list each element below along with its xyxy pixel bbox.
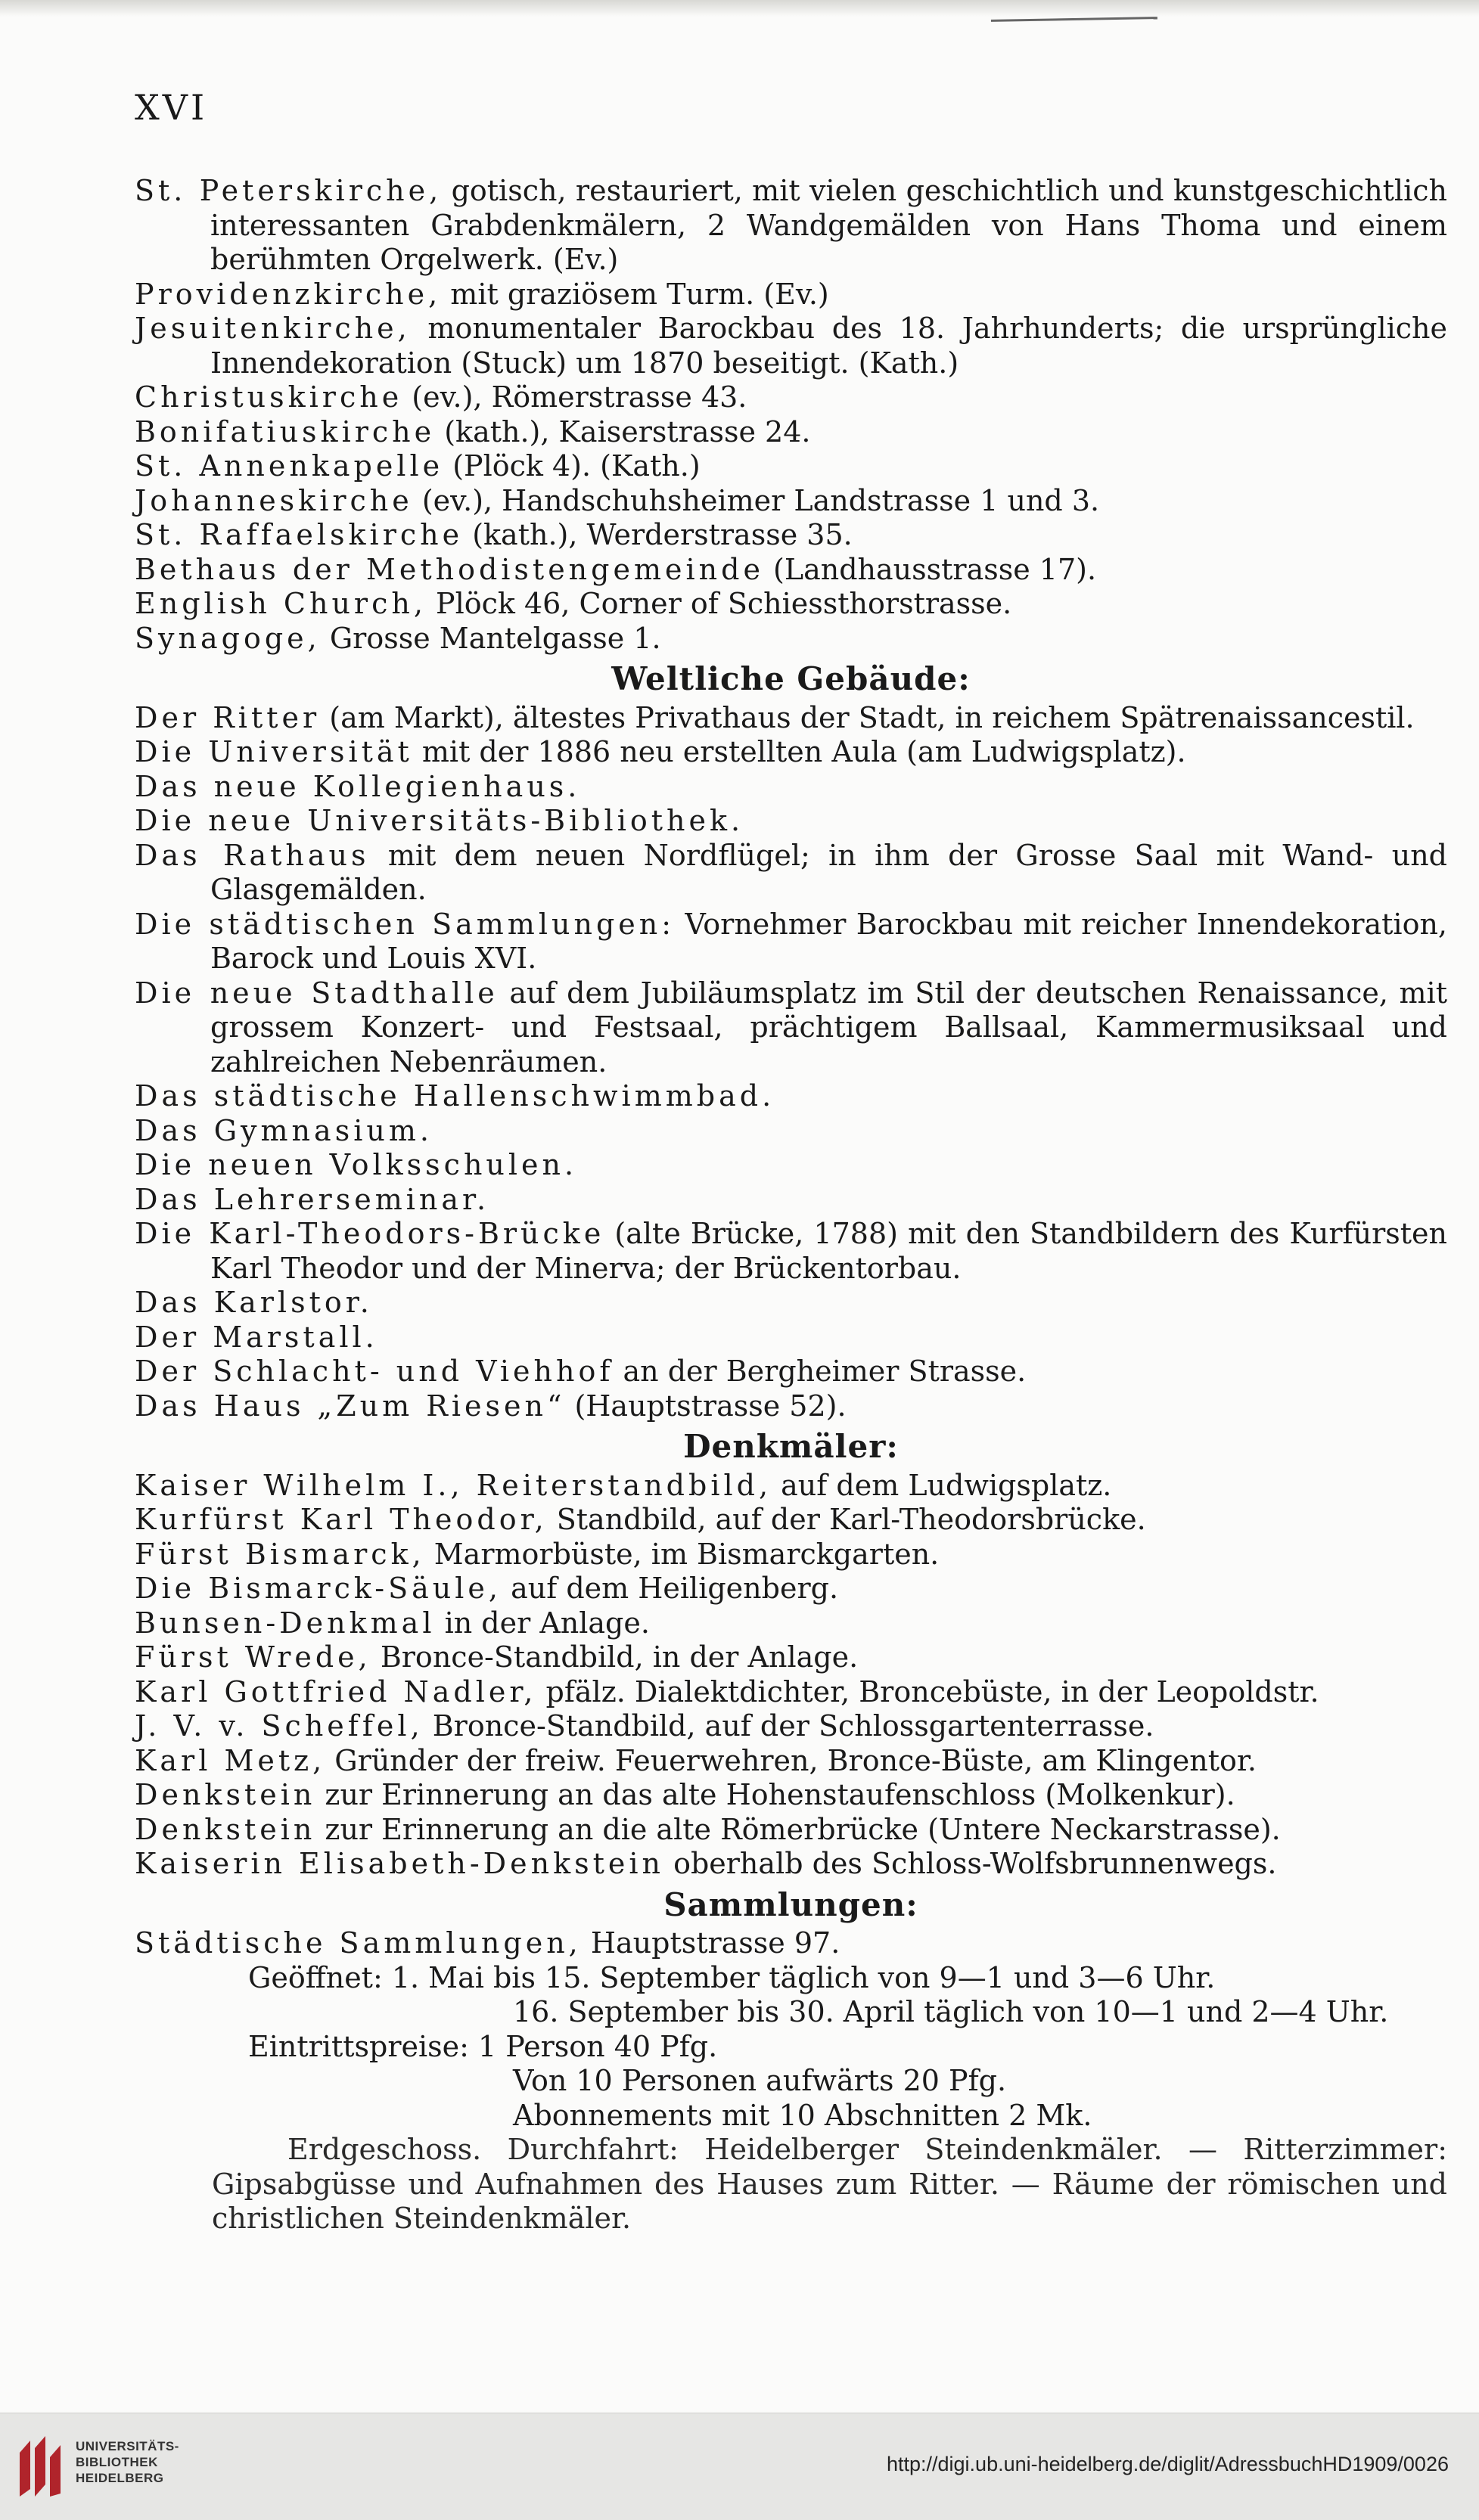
- list-item: Karl Metz, Gründer der freiw. Feuerwehren, Bronce-Büste, am Klingentor.: [135, 1743, 1257, 1777]
- opening-hours-summer: Geöffnet: 1. Mai bis 15. September täglich von 9—1 und 3—6 Uhr.: [248, 1960, 1216, 1994]
- collections-note: Erdgeschoss. Durchfahrt: Heidelberger Steindenkmäler. — Ritterzimmer: Gipsabgüsse und Aufnahmen des Hauses zum Ritter. — Räume der römischen und christlichen Steindenkmäler.: [212, 2133, 1447, 2235]
- admission-group: Von 10 Personen aufwärts 20 Pfg.: [513, 2064, 1007, 2097]
- list-item: St. Annenkapelle (Plöck 4). (Kath.): [135, 449, 701, 483]
- list-item: Das Rathaus mit dem neuen Nordflügel; in ihm der Grosse Saal mit Wand- und Glasgemälden.: [135, 838, 1447, 906]
- list-item: Johanneskirche (ev.), Handschuhsheimer Landstrasse 1 und 3.: [135, 483, 1100, 517]
- list-item: St. Peterskirche, gotisch, restauriert, mit vielen geschichtlich und kunstgeschichtlich interessanten Grabdenkmälern, 2 Wandgemälden von Hans Thoma und einem berühmten Orgelwerk. (Ev.): [135, 174, 1447, 276]
- list-item: Das neue Kollegienhaus.: [135, 769, 581, 803]
- list-item: Fürst Wrede, Bronce-Standbild, in der Anlage.: [135, 1640, 859, 1674]
- collections-block: [135, 1926, 1447, 2236]
- list-item: Der Marstall.: [135, 1320, 378, 1354]
- scan-edge: [0, 0, 1479, 17]
- admission-subscription: Abonnements mit 10 Abschnitten 2 Mk.: [513, 2098, 1092, 2132]
- library-logo-icon: [14, 2430, 67, 2503]
- scan-mark: [991, 17, 1157, 29]
- section-heading-collections: Sammlungen:: [663, 1885, 918, 1923]
- footer-bar: [0, 2413, 1479, 2520]
- list-item: Christuskirche (ev.), Römerstrasse 43.: [135, 380, 747, 414]
- list-item: Denkstein zur Erinnerung an die alte Römerbrücke (Untere Neckarstrasse).: [135, 1812, 1281, 1846]
- list-item: Denkstein zur Erinnerung an das alte Hohenstaufenschloss (Molkenkur).: [135, 1778, 1235, 1811]
- list-item: Die Karl-Theodors-Brücke (alte Brücke, 1788) mit den Standbildern des Kurfürsten Karl Theodor und der Minerva; der Brückentorbau.: [135, 1217, 1447, 1285]
- document-page: [135, 87, 1448, 2390]
- monument-list: [135, 1469, 1447, 1882]
- list-item: Bunsen-Denkmal in der Anlage.: [135, 1606, 650, 1640]
- list-item: Kurfürst Karl Theodor, Standbild, auf der Karl-Theodorsbrücke.: [135, 1503, 1146, 1536]
- list-item: J. V. v. Scheffel, Bronce-Standbild, auf der Schlossgartenterrasse.: [135, 1709, 1154, 1743]
- section-heading-monuments: Denkmäler:: [683, 1428, 899, 1465]
- list-item: Kaiser Wilhelm I., Reiterstandbild, auf dem Ludwigsplatz.: [135, 1468, 1112, 1502]
- list-item: Städtische Sammlungen, Hauptstrasse 97.: [135, 1926, 840, 1960]
- church-list: [135, 174, 1447, 656]
- admission-single: Eintrittspreise: 1 Person 40 Pfg.: [248, 2029, 718, 2063]
- opening-hours-winter: 16. September bis 30. April täglich von 10—1 und 2—4 Uhr.: [513, 1995, 1389, 2028]
- list-item: Das Lehrerseminar.: [135, 1182, 490, 1216]
- list-item: Bonifatiuskirche (kath.), Kaiserstrasse 24.: [135, 414, 811, 448]
- list-item: Providenzkirche, mit graziösem Turm. (Ev.): [135, 277, 829, 311]
- list-item: English Church, Plöck 46, Corner of Schiessthorstrasse.: [135, 587, 1012, 620]
- section-heading-secular: Weltliche Gebäude:: [611, 660, 971, 697]
- list-item: Synagoge, Grosse Mantelgasse 1.: [135, 621, 661, 655]
- list-item: Die neue Universitäts-Bibliothek.: [135, 804, 744, 837]
- list-item: Die neuen Volksschulen.: [135, 1148, 578, 1181]
- list-item: Der Schlacht- und Viehhof an der Bergheimer Strasse.: [135, 1355, 1027, 1388]
- list-item: Das Karlstor.: [135, 1286, 373, 1319]
- library-logo-text: UNIVERSITÄTS- BIBLIOTHEK HEIDELBERG: [76, 2439, 179, 2485]
- source-url-link[interactable]: http://digi.ub.uni-heidelberg.de/diglit/AdressbuchHD1909/0026: [886, 2453, 1449, 2475]
- list-item: St. Raffaelskirche (kath.), Werderstrasse 35.: [135, 518, 853, 551]
- list-item: Karl Gottfried Nadler, pfälz. Dialektdichter, Broncebüste, in der Leopoldstr.: [135, 1674, 1319, 1708]
- list-item: Kaiserin Elisabeth-Denkstein oberhalb des Schloss-Wolfsbrunnenwegs.: [135, 1847, 1277, 1880]
- list-item: Das städtische Hallenschwimmbad.: [135, 1079, 775, 1113]
- list-item: Der Ritter (am Markt), ältestes Privathaus der Stadt, in reichem Spätrenaissancestil.: [135, 700, 1415, 734]
- list-item: Fürst Bismarck, Marmorbüste, im Bismarckgarten.: [135, 1537, 940, 1571]
- list-item: Die Universität mit der 1886 neu erstellten Aula (am Ludwigsplatz).: [135, 735, 1186, 768]
- page-number: XVI: [135, 87, 208, 128]
- list-item: Das Gymnasium.: [135, 1113, 433, 1147]
- secular-list: [135, 701, 1447, 1424]
- list-item: Bethaus der Methodistengemeinde (Landhausstrasse 17).: [135, 552, 1097, 586]
- list-item: Das Haus „Zum Riesen“ (Hauptstrasse 52).: [135, 1389, 847, 1423]
- list-item: Die städtischen Sammlungen: Vornehmer Barockbau mit reicher Innendekoration, Barock und Louis XVI.: [135, 907, 1448, 975]
- list-item: Die Bismarck-Säule, auf dem Heiligenberg.: [135, 1572, 839, 1605]
- list-item: Die neue Stadthalle auf dem Jubiläumsplatz im Stil der deutschen Renaissance, mit grossem Konzert- und Festsaal, prächtigem Ballsaal, Kammermusiksaal und zahlreichen Nebenräumen.: [135, 976, 1447, 1078]
- list-item: Jesuitenkirche, monumentaler Barockbau des 18. Jahrhunderts; die ursprüngliche Innendekoration (Stuck) um 1870 beseitigt. (Kath.): [135, 312, 1447, 380]
